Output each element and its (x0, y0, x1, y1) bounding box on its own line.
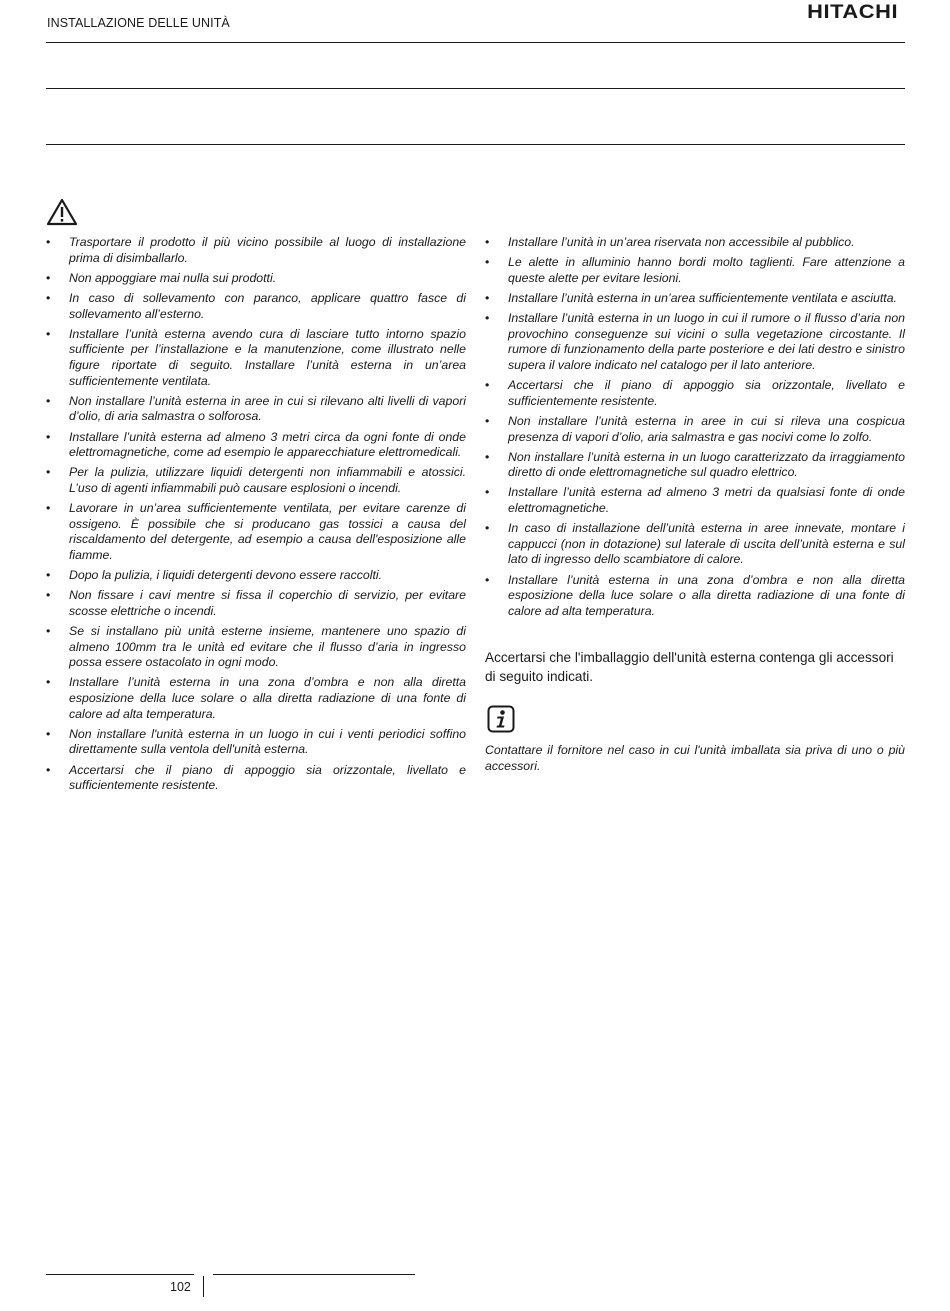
precaution-item (46, 763, 466, 794)
precaution-item (485, 378, 905, 409)
bullet-marker: • (485, 572, 490, 587)
bullet-marker: • (46, 290, 51, 305)
precaution-item (485, 414, 905, 445)
precaution-text: Installare l’unità esterna ad almeno 3 metri circa da ogni fonte di onde elettromagnetiche, come ad esempio le apparecchiature elettromedicali. (69, 429, 466, 460)
precaution-text: Installare l’unità esterna in un luogo in cui il rumore o il flusso d’aria non provochino conseguenze sui vicini o sulla vegetazione circostante. Il rumore di funzionamento della parte posteriore e dei lati destro e sinistro supera il valore indicato nel catalogo per il lato anteriore. (508, 311, 905, 372)
bullet-marker: • (46, 588, 51, 603)
precaution-item (485, 573, 905, 620)
precaution-text: In caso di installazione dell’unità esterna in aree innevate, montare i cappucci (non in dotazione) sul laterale di uscita dell’unità esterna e sul lato di ingresso dello scambiatore di calore. (508, 521, 905, 567)
bullet-marker: • (46, 726, 51, 741)
warning-triangle-icon (46, 198, 78, 226)
divider-rule (46, 144, 905, 145)
precaution-text: Dopo la pulizia, i liquidi detergenti devono essere raccolti. (69, 568, 383, 583)
bullet-marker: • (485, 311, 490, 326)
bullet-marker: • (485, 521, 490, 536)
precaution-text: Se si installano più unità esterne insieme, mantenere uno spazio di almeno 100mm tra le unità ed evitare che il flusso d’aria in ingresso possa essere ostacolato in ogni modo. (69, 624, 466, 670)
bullet-marker: • (485, 485, 490, 500)
precaution-item (46, 568, 466, 584)
bullet-marker: • (46, 501, 51, 516)
precaution-item (46, 465, 466, 496)
footer-rule-right (213, 1274, 415, 1275)
accessories-paragraph: Accertarsi che l'imballaggio dell'unità esterna contenga gli accessori di seguito indicati. (485, 650, 894, 684)
bullet-marker: • (485, 413, 490, 428)
divider-rule (46, 88, 905, 89)
bullet-marker: • (485, 255, 490, 270)
precaution-item (46, 327, 466, 389)
precaution-text: Non appoggiare mai nulla sui prodotti. (69, 270, 277, 285)
precaution-item (485, 311, 905, 373)
precaution-text: Installare l’unità esterna avendo cura di lasciare tutto intorno spazio sufficiente per l’installazione e la manutenzione, come illustrato nelle figure riportate di seguito. Installare l’unità esterna in un’area sufficientemente ventilata. (69, 326, 466, 388)
precaution-item (485, 450, 905, 481)
precaution-item (46, 235, 466, 266)
precaution-text: Lavorare in un’area sufficientemente ventilata, per evitare carenze di ossigeno. È possibile che si producano gas tossici a causa del riscaldamento del detergente, ad esempio a causa dell'esposizione alle fiamme. (69, 501, 466, 562)
precaution-text: In caso di sollevamento con paranco, applicare quattro fasce di sollevamento all’esterno. (69, 290, 466, 321)
precaution-text: Non installare l’unità esterna in aree in cui si rileva una cospicua presenza di vapori d’olio, aria salmastra e gas nocivi come lo zolfo. (508, 413, 905, 444)
precaution-text: Accertarsi che il piano di appoggio sia orizzontale, livellato e sufficientemente resistente. (508, 378, 905, 408)
right-column (485, 235, 905, 624)
right-precautions-list (485, 235, 905, 619)
bullet-marker: • (46, 429, 51, 444)
precaution-item (485, 521, 905, 568)
bullet-marker: • (485, 235, 490, 249)
bullet-marker: • (46, 393, 51, 408)
page-number: 102 (170, 1280, 191, 1294)
precaution-text: Installare l’unità in un’area riservata non accessibile al pubblico. (508, 235, 855, 249)
bullet-marker: • (46, 675, 51, 690)
precaution-text: Trasportare il prodotto il più vicino possibile al luogo di installazione prima di disimballarlo. (69, 235, 466, 265)
precaution-item (46, 727, 466, 758)
precaution-text: Installare l’unità esterna in una zona d’ombra e non alla diretta esposizione della luce solare o alla diretta radiazione di una fonte di calore ad alta temperatura. (69, 675, 466, 721)
bullet-marker: • (485, 449, 490, 464)
bullet-marker: • (46, 568, 51, 583)
precaution-item (46, 394, 466, 425)
precaution-text: Installare l’unità esterna in un’area sufficientemente ventilata e asciutta. (508, 290, 897, 305)
bullet-marker: • (46, 762, 51, 777)
left-precautions-list (46, 235, 466, 794)
precaution-item (46, 624, 466, 671)
precaution-text: Non fissare i cavi mentre si fissa il coperchio di servizio, per evitare scosse elettriche o incendi. (69, 588, 466, 618)
bullet-marker: • (485, 378, 490, 393)
precaution-text: Accertarsi che il piano di appoggio sia orizzontale, livellato e sufficientemente resistente. (69, 762, 466, 793)
precaution-text: Per la pulizia, utilizzare liquidi detergenti non infiammabili e atossici. L’uso di agenti infiammabili può causare esplosioni o incendi. (69, 465, 466, 495)
precaution-item (46, 271, 466, 287)
bullet-marker: • (485, 290, 490, 305)
precaution-text: Non installare l’unità esterna in aree in cui si rilevano alti livelli di vapori d’olio, di aria salmastra o solforosa. (69, 393, 466, 424)
info-icon (487, 705, 515, 733)
footer-rule-left (46, 1274, 194, 1275)
precaution-text: Non installare l'unità esterna in un luogo in cui i venti periodici soffino direttamente sulla ventola dell'unità esterna. (69, 726, 466, 757)
precaution-item (485, 291, 905, 307)
precaution-item (46, 430, 466, 461)
precaution-item (485, 235, 905, 251)
brand-logo: HITACHI (806, 2, 898, 23)
footer-divider (203, 1276, 204, 1297)
precaution-item (485, 485, 905, 516)
precaution-item (46, 588, 466, 619)
precaution-text: Non installare l’unità esterna in un luogo caratterizzato da irraggiamento diretto di onde elettromagnetiche sul quadro elettrico. (508, 449, 905, 480)
precaution-text: Installare l’unità esterna ad almeno 3 metri da qualsiasi fonte di onde elettromagnetiche. (508, 485, 905, 516)
section-title: INSTALLAZIONE DELLE UNITÀ (47, 16, 230, 30)
bullet-marker: • (46, 270, 51, 285)
left-column (46, 235, 466, 798)
precaution-item (46, 291, 466, 322)
bullet-marker: • (46, 624, 51, 638)
precaution-text: Le alette in alluminio hanno bordi molto taglienti. Fare attenzione a queste alette per evitare lesioni. (508, 255, 905, 285)
info-note: Contattare il fornitore nel caso in cui l'unità imballata sia priva di uno o più accessori. (485, 743, 905, 773)
precaution-item (46, 501, 466, 563)
header-rule (46, 42, 905, 43)
precaution-text: Installare l’unità esterna in una zona d’ombra e non alla diretta esposizione della luce solare o alla diretta radiazione di una fonte di calore ad alta temperatura. (508, 572, 905, 618)
precaution-item (485, 255, 905, 286)
precaution-item (46, 675, 466, 722)
bullet-marker: • (46, 465, 51, 480)
bullet-marker: • (46, 235, 51, 249)
bullet-marker: • (46, 326, 51, 341)
